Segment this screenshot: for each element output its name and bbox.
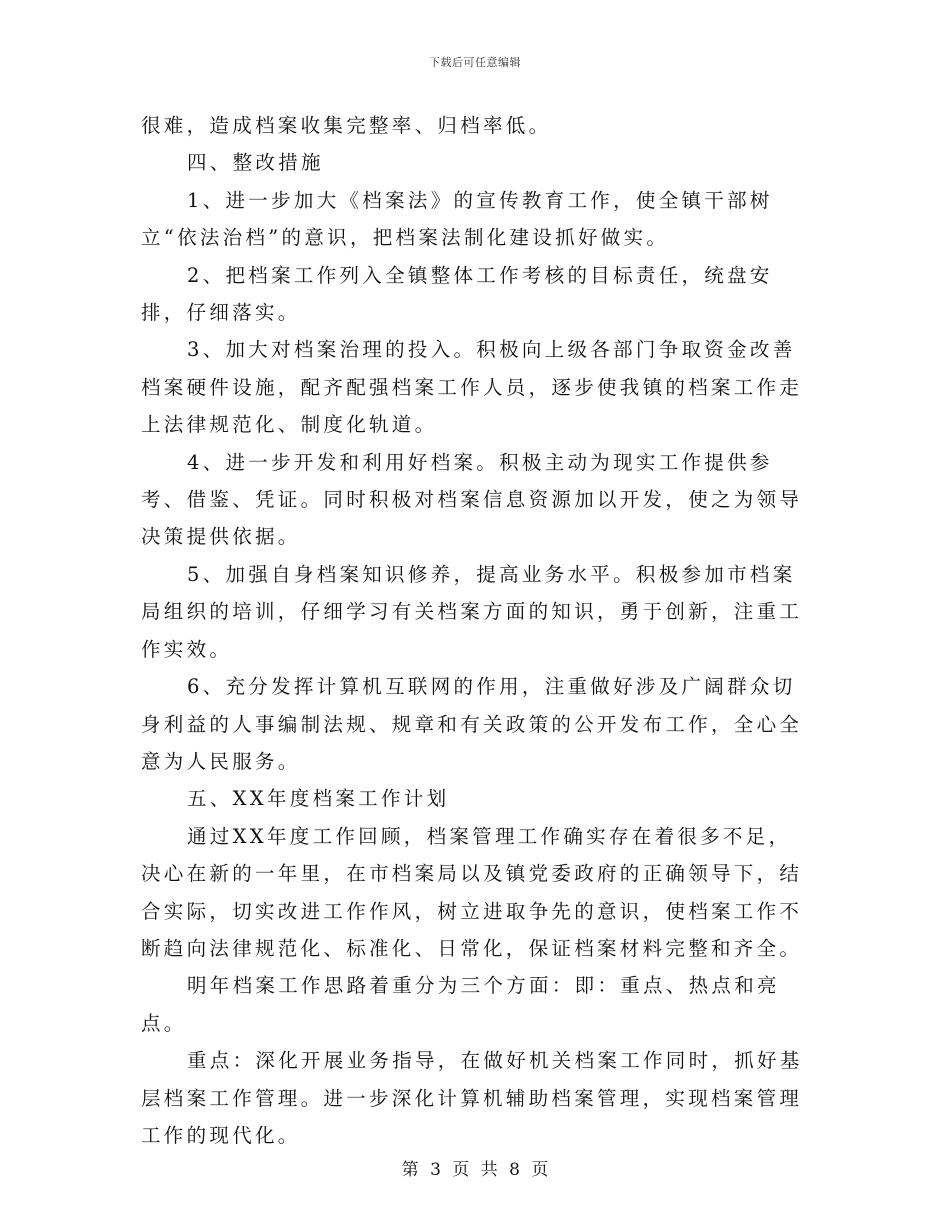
paragraph: 3、加大对档案治理的投入。积极向上级各部门争取资金改善档案硬件设施，配齐配强档案工作人员，逐步使我镇的档案工作走上法律规范化、制度化轨道。	[141, 338, 803, 437]
paragraph: 1、进一步加大《档案法》的宣传教育工作，使全镇干部树立“依法治档”的意识，把档案法制化建设抓好做实。	[141, 188, 773, 250]
paragraph: 2、把档案工作列入全镇整体工作考核的目标责任，统盘安排，仔细落实。	[141, 263, 773, 325]
section-heading: 四、整改措施	[187, 151, 324, 175]
body-text	[141, 107, 811, 1154]
paragraph: 6、充分发挥计算机互联网的作用，注重做好涉及广阔群众切身利益的人事编制法规、规章和有关政策的公开发布工作，全心全意为人民服务。	[141, 675, 803, 773]
paragraph: 明年档案工作思路着重分为三个方面：即：重点、热点和亮点。	[141, 974, 780, 1035]
paragraph: 4、进一步开发和利用好档案。积极主动为现实工作提供参考、借鉴、凭证。同时积极对档案信息资源加以开发，使之为领导决策提供依据。	[141, 450, 803, 549]
paragraph: 5、加强自身档案知识修养，提高业务水平。积极参加市档案局组织的培训，仔细学习有关档案方面的知识，勇于创新，注重工作实效。	[141, 562, 803, 661]
paragraph: 很难，造成档案收集完整率、归档率低。	[141, 114, 552, 137]
paragraph: 通过XX年度工作回顾，档案管理工作确实存在着很多不足，决心在新的一年里，在市档案局以及镇党委政府的正确领导下，结合实际，切实改进工作作风，树立进取争先的意识，使档案工作不断趋向法律规范化、标准化、日常化，保证档案材料完整和齐全。	[141, 824, 803, 960]
page-header: 下载后可任意编辑	[429, 56, 521, 69]
section-heading: 五、XX年度档案工作计划	[187, 787, 450, 811]
page-footer: 第 3 页 共 8 页	[401, 1160, 549, 1180]
paragraph: 重点：深化开展业务指导，在做好机关档案工作同时，抓好基层档案工作管理。进一步深化计算机辅助档案管理，实现档案管理工作的现代化。	[141, 1049, 803, 1147]
